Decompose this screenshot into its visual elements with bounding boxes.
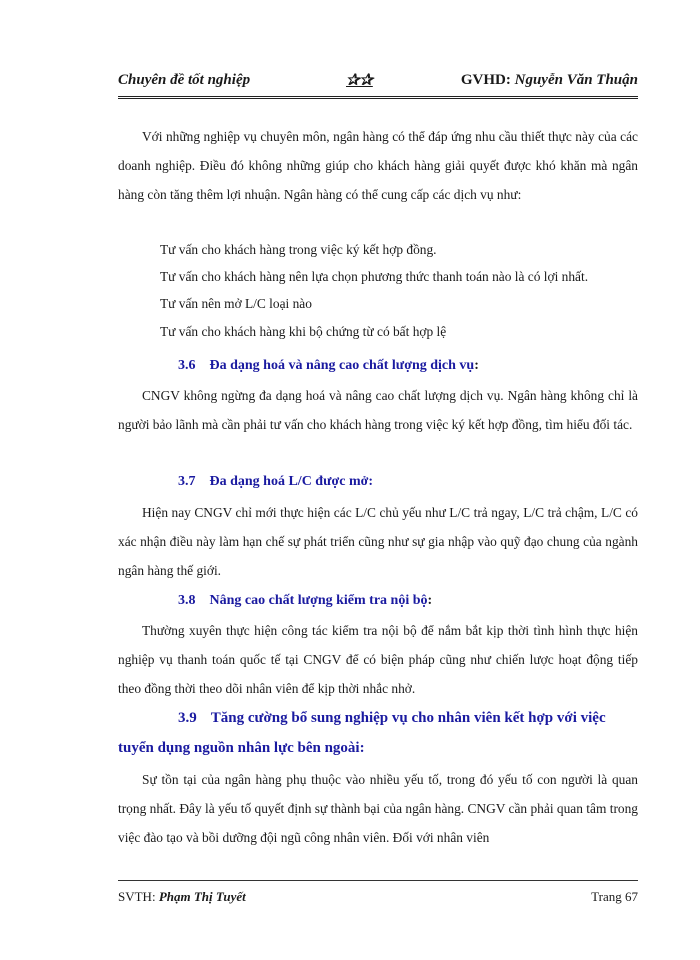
header-advisor-name: Nguyễn Văn Thuận <box>514 72 638 88</box>
section-heading-3-7 <box>178 467 373 496</box>
footer-student-prefix: SVTH: <box>118 889 159 904</box>
section-heading-3-8 <box>178 586 432 615</box>
service-item: Tư vấn cho khách hàng nên lựa chọn phương thức thanh toán nào là có lợi nhất. <box>160 269 589 284</box>
section-colon: : <box>474 358 479 373</box>
header-advisor-prefix: GVHD: <box>460 72 515 88</box>
intro-paragraph: Với những nghiệp vụ chuyên môn, ngân hàng có thể đáp ứng nhu cầu thiết thực này của các doanh nghiệp. Điều đó không những giúp cho khách hàng giải quyết được khó khăn mà ngân hàng còn tăng thêm lợi nhuận. Ngân hàng có thể cung cấp các dịch vụ như: <box>118 129 638 202</box>
section-title: Đa dạng hoá và nâng cao chất lượng dịch vụ <box>209 358 475 373</box>
section-paragraph: Hiện nay CNGV chỉ mới thực hiện các L/C chủ yếu như L/C trả ngay, L/C trả chậm, L/C có xác nhận điều này làm hạn chế sự phát triển cũng như sự gia nhập vào quỹ đạo chung của ngành ngân hàng thế giới. <box>118 505 638 578</box>
section-title: Đa dạng hoá L/C được mở: <box>209 474 374 489</box>
footer-student-name: Phạm Thị Tuyết <box>158 889 246 904</box>
section-number: 3.8 <box>178 593 196 608</box>
page-footer <box>118 880 638 915</box>
page-number: Trang 67 <box>591 889 638 904</box>
header-title: Chuyên đề tốt nghiệp <box>118 72 251 88</box>
section-colon: : <box>427 593 433 608</box>
section-number: 3.9 <box>178 710 197 726</box>
section-paragraph: CNGV không ngừng đa dạng hoá và nâng cao chất lượng dịch vụ. Ngân hàng không chỉ là người bảo lãnh mà cần phải tư vấn cho khách hàng trong việc ký kết hợp đồng, tìm hiểu đối tác. <box>118 388 638 432</box>
section-heading-3-9 <box>118 703 640 763</box>
section-paragraph: Sự tồn tại của ngân hàng phụ thuộc vào nhiều yếu tố, trong đó yếu tố con người là quan trọng nhất. Đây là yếu tố quyết định sự thành bại của ngân hàng. CNGV cần phải quan tâm trong việc đào tạo và bồi dưỡng đội ngũ công nhân viên. Đối với nhân viên <box>118 772 638 845</box>
footer-student <box>118 889 246 905</box>
section-title: Tăng cường bổ sung nghiệp vụ cho nhân viên kết hợp với việc tuyển dụng nguồn nhân lực bên ngoài: <box>118 710 606 756</box>
section-paragraph: Thường xuyên thực hiện công tác kiểm tra nội bộ để nắm bắt kịp thời tình hình thực hiện nghiệp vụ thanh toán quốc tế tại CNGV để có biện pháp cũng như chiến lược hoạt động tiếp theo đồng thời theo dõi nhân viên để kịp thời nhắc nhở. <box>118 623 638 696</box>
service-item: Tư vấn cho khách hàng trong việc ký kết hợp đồng. <box>160 242 437 257</box>
section-heading-3-6 <box>178 351 479 380</box>
section-title: Nâng cao chất lượng kiểm tra nội bộ <box>209 593 428 608</box>
header-ornament: ✰✰ <box>346 72 373 89</box>
service-item: Tư vấn nên mở L/C loại nào <box>160 296 312 311</box>
section-number: 3.7 <box>178 474 196 489</box>
service-item: Tư vấn cho khách hàng khi bộ chứng từ có bất hợp lệ <box>160 324 447 339</box>
header-advisor <box>461 72 638 89</box>
section-number: 3.6 <box>178 358 196 373</box>
page-header <box>118 66 638 99</box>
